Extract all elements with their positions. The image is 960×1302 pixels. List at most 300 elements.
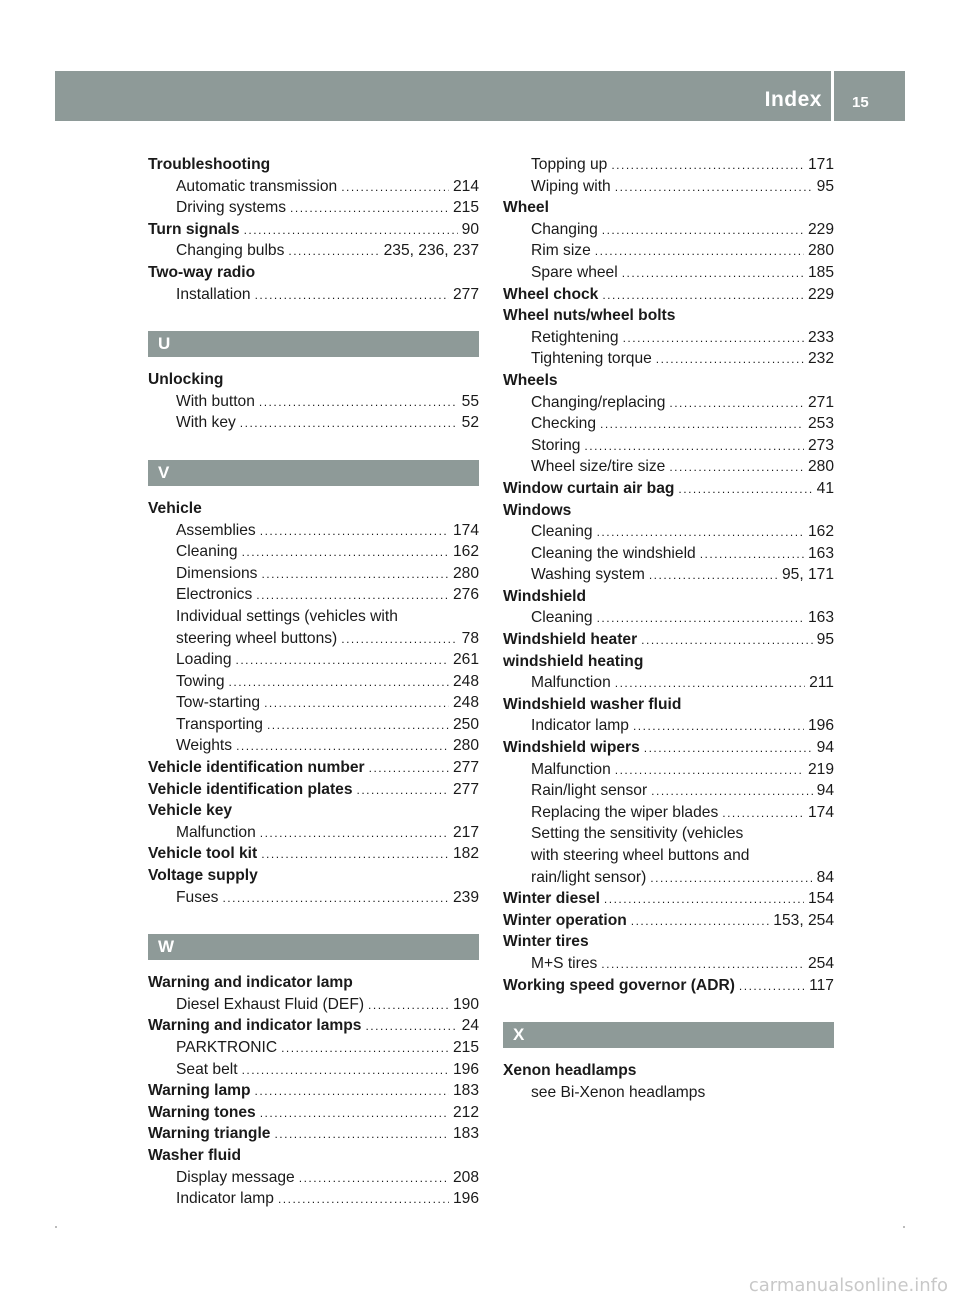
index-subentry: [503, 154, 834, 176]
leader-dots: [244, 220, 458, 242]
entry-label: Display message: [176, 1168, 295, 1186]
entry-row: [176, 520, 479, 543]
entry-row: [176, 176, 479, 199]
entry-label: Automatic transmission: [176, 177, 338, 195]
entry-row: [531, 543, 834, 566]
index-subentry: [148, 628, 479, 650]
index-subentry: [148, 649, 479, 671]
index-subentry: [503, 435, 834, 457]
leader-dots: [369, 758, 449, 780]
entry-row: [531, 154, 834, 177]
entry-label: Malfunction: [531, 760, 611, 778]
entry-row: [531, 219, 834, 242]
corner-mark: [55, 1226, 57, 1228]
entry-label: With key: [176, 414, 236, 432]
entry-row: [148, 1102, 479, 1125]
entry-row: [176, 628, 479, 651]
entry-label: Turn signals: [148, 220, 240, 238]
leader-dots: [601, 954, 804, 976]
entry-row: [176, 692, 479, 715]
leader-dots: [256, 585, 449, 607]
entry-row: [148, 843, 479, 866]
page-reference[interactable]: 212: [452, 1103, 479, 1121]
index-subentry: [148, 887, 479, 909]
page-reference[interactable]: 162: [452, 543, 479, 561]
leader-dots: [236, 650, 449, 672]
leader-dots: [597, 608, 804, 630]
index-subentry: [503, 392, 834, 414]
letter-section-header: U: [148, 331, 479, 357]
index-entry: [503, 975, 834, 997]
index-subentry: [148, 412, 479, 434]
entry-label: Assemblies: [176, 521, 256, 539]
page-reference[interactable]: 248: [452, 694, 479, 712]
page-reference[interactable]: 52: [461, 414, 479, 432]
leader-dots: [278, 1189, 449, 1211]
index-entry: [148, 1080, 479, 1102]
entry-label: Installation: [176, 285, 251, 303]
entry-label: Warning triangle: [148, 1125, 271, 1143]
entry-label: Washing system: [531, 566, 645, 584]
entry-row: [531, 456, 834, 479]
leader-dots: [615, 177, 813, 199]
entry-label: Replacing the wiper blades: [531, 803, 719, 821]
entry-row: [176, 412, 479, 435]
index-entry: [148, 779, 479, 801]
leader-dots: [229, 672, 449, 694]
index-subentry: [503, 715, 834, 737]
entry-label: Window curtain air bag: [503, 479, 675, 497]
page-reference[interactable]: 215: [452, 1039, 479, 1056]
entry-label: Wheel size/tire size: [531, 458, 666, 476]
entry-row: [503, 910, 834, 933]
leader-dots: [260, 521, 449, 543]
page-reference[interactable]: 214: [452, 177, 479, 195]
index-subentry: [503, 348, 834, 370]
leader-dots: [631, 911, 770, 933]
entry-label: Cleaning: [176, 543, 238, 561]
page-reference[interactable]: 153, 254: [773, 911, 834, 929]
index-entry: [148, 1102, 479, 1124]
entry-row: [503, 284, 834, 307]
entry-row: [176, 822, 479, 845]
leader-dots: [656, 349, 804, 371]
entry-row: [176, 197, 479, 220]
entry-row: [531, 672, 834, 695]
page-reference[interactable]: 211: [809, 674, 834, 692]
entry-label: Loading: [176, 651, 232, 669]
entry-label: Vehicle tool kit: [148, 845, 258, 863]
page-reference[interactable]: 250: [452, 715, 479, 733]
entry-row: [148, 1080, 479, 1103]
entry-label: Electronics: [176, 586, 253, 604]
leader-dots: [288, 241, 379, 263]
leader-dots: [678, 479, 812, 501]
index-heading: Washer fluid: [148, 1146, 241, 1164]
index-heading: Troubleshooting: [148, 156, 271, 173]
entry-row: [531, 867, 834, 890]
leader-dots: [615, 760, 804, 782]
page-reference[interactable]: 280: [807, 242, 834, 260]
entry-label: Malfunction: [176, 823, 256, 841]
index-subentry: [148, 1188, 479, 1210]
page-reference[interactable]: 232: [807, 350, 834, 368]
page-reference[interactable]: 254: [807, 954, 834, 972]
entry-label: Cleaning: [531, 609, 593, 627]
index-entry: [503, 910, 834, 932]
entry-row: [148, 1123, 479, 1146]
entry-row: [531, 521, 834, 544]
index-subentry: [503, 176, 834, 198]
leader-dots: [602, 285, 804, 307]
index-subentry: [148, 391, 479, 413]
leader-dots: [597, 522, 804, 544]
page-reference[interactable]: 95: [816, 177, 834, 195]
index-subentry: [503, 780, 834, 802]
page-reference[interactable]: 217: [452, 823, 479, 841]
index-subentry: [503, 262, 834, 284]
leader-dots: [650, 868, 812, 890]
entry-row: [176, 671, 479, 694]
index-subentry: [148, 240, 479, 262]
page-reference[interactable]: 162: [807, 523, 834, 541]
entry-row: [531, 607, 834, 630]
entry-row: [531, 715, 834, 738]
index-entry: [148, 757, 479, 779]
page-reference[interactable]: 163: [807, 544, 834, 562]
index-subentry: [148, 197, 479, 219]
page-reference[interactable]: 239: [452, 888, 479, 906]
entry-label: Retightening: [531, 328, 619, 346]
leader-dots: [611, 155, 804, 177]
leader-dots: [242, 542, 449, 564]
index-subentry: [503, 953, 834, 975]
entry-row: [531, 780, 834, 803]
leader-dots: [357, 780, 449, 802]
entry-row: [176, 887, 479, 910]
entry-row: [176, 735, 479, 758]
entry-label: Warning tones: [148, 1103, 256, 1121]
index-heading: windshield heating: [503, 652, 644, 670]
entry-label: Winter operation: [503, 911, 627, 929]
entry-row: [176, 284, 479, 307]
entry-label: Indicator lamp: [531, 717, 629, 735]
index-heading: Voltage supply: [148, 867, 258, 885]
index-entry: [503, 737, 834, 759]
entry-label: Cleaning the windshield: [531, 544, 696, 562]
index-subentry: [503, 672, 834, 694]
entry-row: [531, 564, 834, 587]
entry-label: Tow-starting: [176, 694, 261, 712]
page-reference[interactable]: 248: [452, 672, 479, 690]
entry-label: Windshield wipers: [503, 739, 640, 757]
page-reference[interactable]: 271: [807, 393, 834, 411]
entry-label: Cleaning: [531, 523, 593, 541]
watermark: carmanualsonline.info: [748, 1275, 948, 1296]
page-number: 15: [852, 94, 869, 111]
entry-label: Windshield heater: [503, 631, 638, 649]
index-subentry: [148, 714, 479, 736]
page-reference[interactable]: 277: [452, 780, 479, 798]
index-column-left: [148, 154, 479, 1210]
page-reference[interactable]: 94: [816, 739, 834, 757]
index-subentry: [148, 284, 479, 306]
index-entry: [148, 843, 479, 865]
entry-row: [531, 262, 834, 285]
entry-label: Driving systems: [176, 199, 287, 217]
leader-dots: [222, 888, 449, 910]
page-reference[interactable]: 253: [807, 415, 834, 433]
page-reference[interactable]: 229: [807, 220, 834, 238]
entry-row: [531, 240, 834, 263]
index-subentry: [503, 456, 834, 478]
index-subentry: [503, 521, 834, 543]
page-reference[interactable]: 95, 171: [781, 566, 834, 584]
index-entry: [148, 1015, 479, 1037]
leader-dots: [341, 629, 457, 651]
page-reference[interactable]: 219: [807, 760, 834, 778]
index-heading: Wheel: [503, 199, 549, 217]
index-heading: Unlocking: [148, 371, 224, 389]
entry-row: [148, 219, 479, 242]
entry-row: [176, 1167, 479, 1190]
leader-dots: [261, 564, 449, 586]
entry-row: [176, 649, 479, 672]
leader-dots: [260, 823, 449, 845]
index-heading: Wheels: [503, 371, 558, 389]
page-reference[interactable]: 163: [807, 609, 834, 627]
index-subentry: [148, 1037, 479, 1059]
entry-row: [503, 478, 834, 501]
page-reference[interactable]: 185: [807, 263, 834, 281]
index-heading: Winter tires: [503, 933, 589, 951]
entry-row: [503, 737, 834, 760]
leader-dots: [584, 436, 804, 458]
page-reference[interactable]: 196: [452, 1060, 479, 1078]
entry-label: Vehicle identification plates: [148, 780, 353, 798]
leader-dots: [739, 976, 805, 998]
page-reference[interactable]: 174: [807, 803, 834, 821]
page-reference[interactable]: 117: [809, 976, 834, 994]
index-subentry: [148, 822, 479, 844]
page-reference[interactable]: 154: [807, 890, 834, 908]
entry-row: [531, 327, 834, 350]
page-reference[interactable]: 182: [452, 845, 479, 863]
page-reference[interactable]: 24: [461, 1017, 479, 1035]
index-subentry: [148, 671, 479, 693]
page-reference[interactable]: 229: [807, 285, 834, 303]
header-divider: [831, 71, 834, 121]
page-reference[interactable]: 277: [452, 759, 479, 777]
leader-dots: [261, 844, 449, 866]
page-reference[interactable]: 280: [807, 458, 834, 476]
page-reference[interactable]: 276: [452, 586, 479, 604]
entry-label: Changing bulbs: [176, 242, 285, 260]
entry-row: [176, 240, 479, 263]
index-subentry: [503, 219, 834, 241]
entry-row: [531, 392, 834, 415]
page-reference[interactable]: 95: [816, 631, 834, 649]
entry-row: [531, 759, 834, 782]
entry-label: Winter diesel: [503, 890, 600, 908]
page-reference[interactable]: 277: [452, 285, 479, 303]
entry-label: PARKTRONIC: [176, 1039, 278, 1056]
index-subentry: [148, 584, 479, 606]
entry-row: [531, 802, 834, 825]
leader-dots: [622, 263, 804, 285]
index-heading: Windows: [503, 501, 572, 519]
index-heading: Vehicle: [148, 499, 202, 517]
page-reference[interactable]: 280: [452, 737, 479, 755]
index-subentry: [148, 541, 479, 563]
entry-label: Wheel chock: [503, 285, 599, 303]
entry-row: [176, 1188, 479, 1211]
page-reference[interactable]: 78: [461, 629, 479, 647]
index-subentry-text: Individual settings (vehicles with: [176, 607, 398, 625]
page-reference[interactable]: 55: [461, 392, 479, 410]
entry-row: [503, 888, 834, 911]
leader-dots: [722, 803, 804, 825]
page-reference[interactable]: 183: [452, 1082, 479, 1100]
entry-row: [176, 1059, 479, 1082]
page-reference[interactable]: 84: [816, 868, 834, 886]
leader-dots: [600, 414, 804, 436]
entry-row: [531, 435, 834, 458]
index-subentry: [503, 802, 834, 824]
leader-dots: [651, 781, 812, 803]
leader-dots: [255, 285, 449, 307]
page-reference[interactable]: 171: [807, 156, 834, 173]
index-entry: [503, 284, 834, 306]
entry-label: Warning and indicator lamps: [148, 1017, 362, 1035]
entry-row: [176, 563, 479, 586]
entry-row: [176, 994, 479, 1017]
entry-label: Diesel Exhaust Fluid (DEF): [176, 995, 365, 1013]
leader-dots: [260, 1103, 449, 1125]
page-reference[interactable]: 215: [452, 199, 479, 217]
leader-dots: [365, 1016, 457, 1038]
index-entry: [148, 219, 479, 241]
entry-row: [148, 779, 479, 802]
leader-dots: [264, 693, 449, 715]
letter-section-header: V: [148, 460, 479, 486]
entry-label: Malfunction: [531, 674, 611, 692]
index-heading: Warning and indicator lamp: [148, 974, 353, 992]
index-subentry: [503, 564, 834, 586]
entry-label: Working speed governor (ADR): [503, 976, 735, 994]
index-subentry: [503, 327, 834, 349]
entry-row: [531, 953, 834, 976]
leader-dots: [255, 1081, 449, 1103]
entry-label: Warning lamp: [148, 1082, 251, 1100]
leader-dots: [604, 889, 804, 911]
corner-mark: [903, 1226, 905, 1228]
index-entry: [503, 478, 834, 500]
entry-row: [531, 413, 834, 436]
leader-dots: [281, 1038, 449, 1060]
leader-dots: [236, 736, 449, 758]
leader-dots: [242, 1060, 449, 1082]
index-entry: [503, 888, 834, 910]
entry-label: Spare wheel: [531, 263, 618, 281]
index-subentry: [503, 607, 834, 629]
entry-row: [176, 541, 479, 564]
page-reference[interactable]: 90: [461, 220, 479, 238]
index-subentry: [503, 867, 834, 889]
leader-dots: [341, 177, 449, 199]
index-subentry-text: Setting the sensitivity (vehicles: [531, 825, 744, 843]
index-subentry: [503, 759, 834, 781]
leader-dots: [259, 392, 458, 414]
index-subentry: [503, 413, 834, 435]
leader-dots: [641, 630, 812, 652]
page-reference[interactable]: 196: [807, 717, 834, 735]
entry-row: [176, 1037, 479, 1060]
index-subentry: [148, 563, 479, 585]
page-reference[interactable]: 273: [807, 436, 834, 454]
entry-row: [176, 584, 479, 607]
entry-row: [503, 629, 834, 652]
index-column-right: [503, 154, 834, 1103]
entry-label: Vehicle identification number: [148, 759, 365, 777]
entry-label: Changing/replacing: [531, 393, 666, 411]
entry-label: Changing: [531, 220, 598, 238]
page-reference[interactable]: 280: [452, 564, 479, 582]
leader-dots: [669, 457, 804, 479]
entry-label: Storing: [531, 436, 581, 454]
leader-dots: [615, 673, 805, 695]
page-reference[interactable]: 94: [816, 782, 834, 800]
index-subentry: [503, 240, 834, 262]
page-reference[interactable]: 196: [452, 1190, 479, 1208]
leader-dots: [290, 198, 449, 220]
leader-dots: [602, 220, 804, 242]
index-subentry: [148, 1059, 479, 1081]
entry-label: Transporting: [176, 715, 263, 733]
entry-row: [176, 391, 479, 414]
letter-section-header: W: [148, 934, 479, 960]
leader-dots: [649, 565, 778, 587]
page-reference[interactable]: 233: [807, 328, 834, 346]
entry-label: Topping up: [531, 156, 608, 173]
entry-label: Seat belt: [176, 1060, 238, 1078]
entry-label: steering wheel buttons): [176, 629, 338, 647]
leader-dots: [267, 715, 449, 737]
page-reference[interactable]: 235, 236, 237: [383, 242, 479, 260]
index-entry: [148, 1123, 479, 1145]
entry-label: With button: [176, 392, 255, 410]
page-reference[interactable]: 174: [452, 521, 479, 539]
leader-dots: [644, 738, 813, 760]
index-subentry: [148, 692, 479, 714]
page-reference[interactable]: 261: [452, 651, 479, 669]
index-subentry-text: with steering wheel buttons and: [531, 847, 750, 864]
entry-row: [503, 975, 834, 998]
index-heading: Windshield: [503, 587, 587, 605]
index-subentry: [148, 735, 479, 757]
page-reference[interactable]: 183: [452, 1125, 479, 1143]
page-reference[interactable]: 41: [816, 479, 834, 497]
index-heading: Vehicle key: [148, 802, 233, 820]
leader-dots: [669, 393, 804, 415]
leader-dots: [274, 1124, 449, 1146]
leader-dots: [623, 328, 804, 350]
page-reference[interactable]: 190: [452, 995, 479, 1013]
index-subentry: [148, 994, 479, 1016]
page-reference[interactable]: 208: [452, 1168, 479, 1186]
entry-row: [531, 348, 834, 371]
leader-dots: [633, 716, 804, 738]
